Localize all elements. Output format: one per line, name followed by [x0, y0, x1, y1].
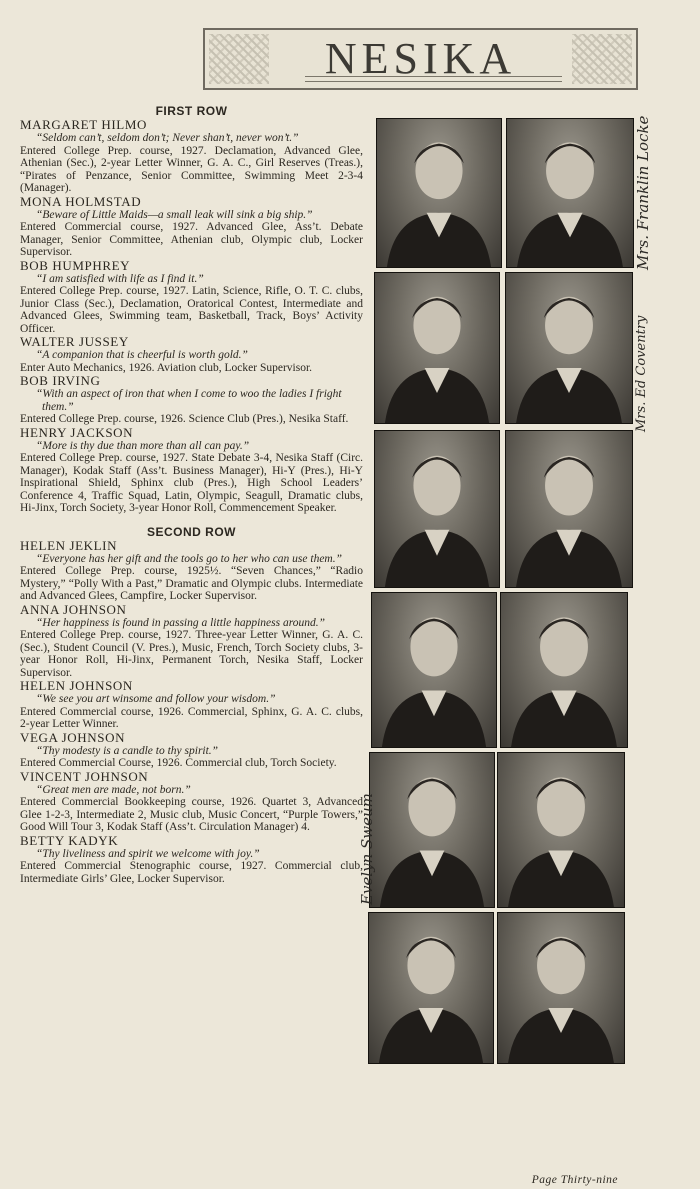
entry	[20, 426, 363, 515]
student-quote: “With an aspect of iron that when I come to woo the ladies I fright them.”	[36, 388, 342, 413]
handwritten-signature: Mrs. Franklin Locke	[634, 115, 652, 270]
student-quote: “A companion that is cheerful is worth gold.”	[36, 349, 248, 361]
student-quote: “We see you art winsome and follow your wisdom.”	[36, 693, 276, 705]
student-name: BOB IRVING	[20, 373, 101, 388]
entry	[20, 259, 363, 336]
student-activities: Entered College Prep. course, 1927. Declamation, Advanced Glee, Athenian (Sec.), 2-year Letter Winner, G. A. C., Girl Reserves (Treas.), “Pirates of Penzance, Senior Committee, Swimming Meet 2-3-4 (Manager).	[20, 144, 363, 194]
student-portrait	[369, 752, 495, 908]
student-name: HELEN JOHNSON	[20, 678, 133, 693]
student-portrait	[497, 912, 625, 1064]
entry	[20, 374, 363, 426]
handwritten-signature: Evelyn Sweum	[358, 793, 376, 905]
student-quote: “Everyone has her gift and the tools go to her who can use them.”	[36, 552, 342, 565]
entry	[20, 195, 363, 259]
student-name: MARGARET HILMO	[20, 117, 147, 132]
entry	[20, 679, 363, 731]
student-portrait	[505, 272, 633, 424]
student-activities: Entered Commercial course, 1926. Commercial, Sphinx, G. A. C. clubs, 2-year Letter Winner.	[20, 705, 363, 730]
header-rule	[305, 76, 562, 82]
entry	[20, 770, 363, 834]
student-portrait	[497, 752, 625, 908]
student-quote: “Great men are made, not born.”	[36, 783, 191, 796]
entry	[20, 603, 363, 680]
student-quote: “I am satisfied with life as I find it.”	[36, 272, 204, 285]
student-name: HELEN JEKLIN	[20, 537, 118, 553]
student-activities: Entered College Prep. course, 1926. Science Club (Pres.), Nesika Staff.	[20, 413, 349, 425]
entry	[20, 731, 363, 770]
biography-column	[20, 104, 363, 885]
student-name: VINCENT JOHNSON	[20, 768, 149, 784]
student-name: BOB HUMPHREY	[20, 257, 131, 273]
student-name: MONA HOLMSTAD	[20, 193, 142, 209]
student-portrait	[506, 118, 634, 268]
student-quote: “Thy modesty is a candle to thy spirit.”	[36, 744, 219, 757]
page-number: Page Thirty-nine	[531, 1174, 618, 1186]
student-name: VEGA JOHNSON	[20, 729, 126, 745]
header-ornament-right	[572, 34, 632, 84]
entry	[20, 834, 363, 886]
row-heading: SECOND ROW	[147, 524, 236, 539]
student-name: BETTY KADYK	[20, 832, 119, 848]
student-activities: Entered College Prep. course, 1927. Three-year Letter Winner, G. A. C. (Sec.), Student Council (V. Pres.), Music, French, Torch Society clubs, 3-year Honor Roll, Hi-Jinx, Permanent Torch, Nesika Staff, Locker Supervisor.	[20, 629, 363, 679]
student-portrait	[500, 592, 628, 748]
page-title: NESIKA	[324, 34, 517, 83]
student-activities: Entered Commercial course, 1927. Advanced Glee, Ass’t. Debate Manager, Senior Committee, Athenian club, Olympic club, Locker Supervisor.	[20, 221, 363, 258]
student-activities: Enter Auto Mechanics, 1926. Aviation club, Locker Supervisor.	[20, 361, 313, 374]
student-portrait	[368, 912, 494, 1064]
handwritten-signature: Mrs. Ed Coventry	[634, 315, 649, 432]
student-activities: Entered Commercial Stenographic course, 1927. Commercial club, Intermediate Girls’ Glee, Locker Supervisor.	[20, 860, 363, 885]
student-activities: Entered College Prep. course, 1927. State Debate 3-4, Nesika Staff (Circ. Manager), Kodak Staff (Ass’t. Business Manager), Hi-Y (Pres.), Hi-Y Inspirational Shield, Sphinx club (Pres.), High School Leaders’ Conference 4, Traffic Squad, Latin, Olympic, Seagull, Dramatic clubs, Hi-Jinx, Torch Society, 3-year Honor Roll, Commencement Speaker.	[20, 452, 363, 514]
student-quote: “More is thy due than more than all can pay.”	[36, 439, 250, 452]
student-activities: Entered Commercial Bookkeeping course, 1926. Quartet 3, Advanced Glee 1-2-3, Intermediate 2, Music club, Music Concert, “Purple Towers,” Good Will Tour 3, Kodak Staff (Ass’t. Circulation Manager) 4.	[20, 796, 363, 833]
page-header	[203, 28, 638, 90]
student-activities: Entered College Prep. course, 1925½. “Seven Chances,” “Radio Mystery,” “Polly With a Past,” Dramatic and Olympic clubs. Intermediate and Advanced Glees, Campfire, Locker Supervisor.	[20, 565, 363, 602]
student-quote: “Thy liveliness and spirit we welcome with joy.”	[36, 847, 260, 860]
student-portrait	[374, 430, 500, 588]
entry	[20, 335, 363, 374]
student-activities: Entered Commercial Course, 1926. Commercial club, Torch Society.	[20, 757, 337, 769]
student-quote: “Beware of Little Maids—a small leak will sink a big ship.”	[36, 208, 313, 221]
entry	[20, 118, 363, 195]
student-portrait	[376, 118, 502, 268]
entry	[20, 539, 363, 603]
student-quote: “Seldom can’t, seldom don’t; Never shan’t, never won’t.”	[36, 132, 299, 144]
student-activities: Entered College Prep. course, 1927. Latin, Science, Rifle, O. T. C. clubs, Junior Class (Sec.), Declamation, Oratorical Contest, Intermediate and Advanced Glees, Swimming team, Basketball, Track, Boys’ Activity Officer.	[20, 285, 363, 335]
student-name: HENRY JACKSON	[20, 424, 134, 440]
student-portrait	[374, 272, 500, 424]
student-portrait	[371, 592, 497, 748]
student-name: WALTER JUSSEY	[20, 334, 129, 349]
student-quote: “Her happiness is found in passing a little happiness around.”	[36, 616, 326, 629]
student-portrait	[505, 430, 633, 588]
student-name: ANNA JOHNSON	[20, 601, 127, 617]
row-heading: FIRST ROW	[155, 104, 228, 118]
